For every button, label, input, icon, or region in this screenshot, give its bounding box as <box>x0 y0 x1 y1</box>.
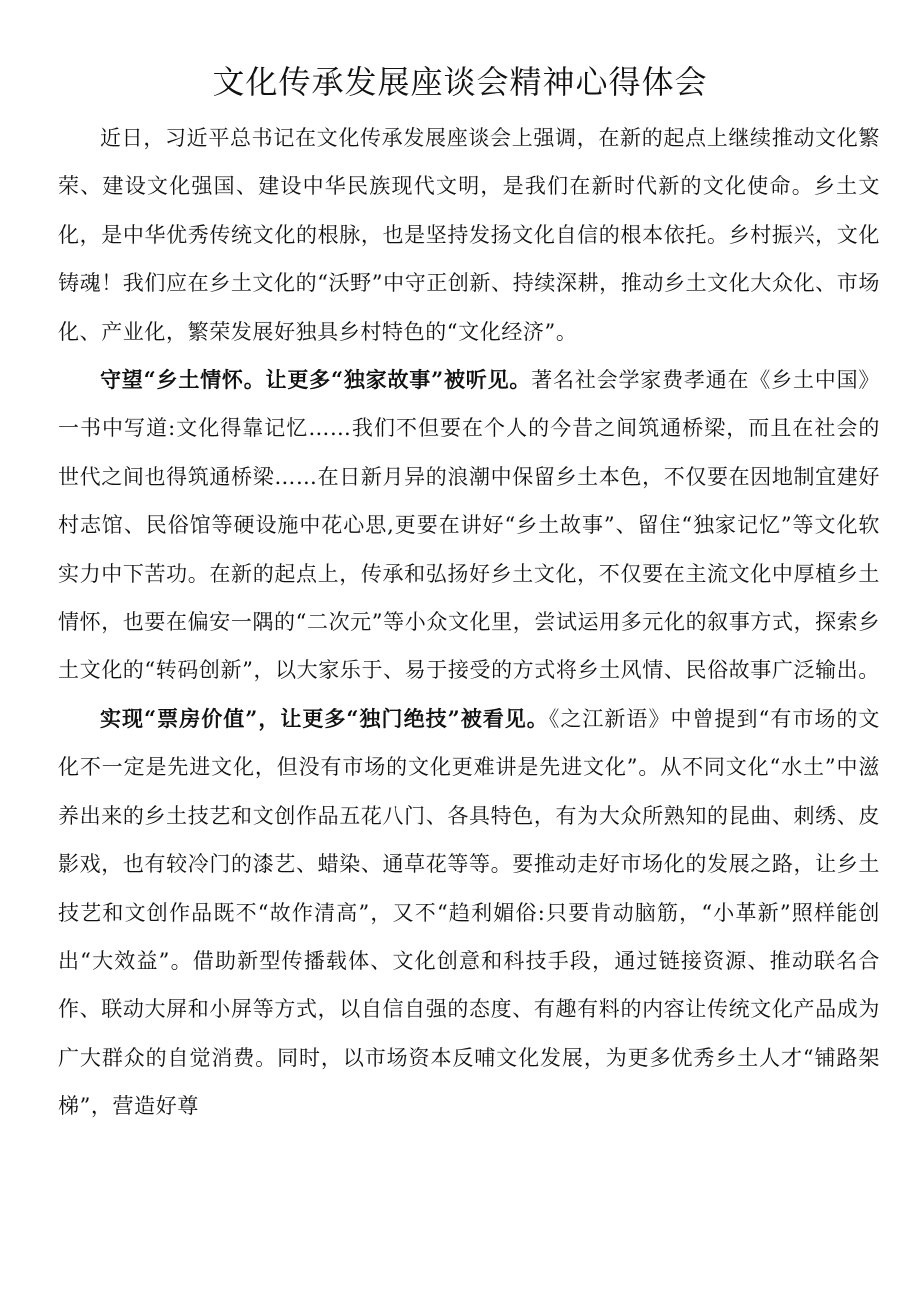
paragraph-text: 《之江新语》中曾提到“有市场的文化不一定是先进文化，但没有市场的文化更难讲是先进文化”。从不同文化“水土”中滋养出来的乡土技艺和文创作品五花八门、各具特色，有为大众所熟知的昆曲、刺绣、皮影戏，也有较冷门的漆艺、蜡染、通草花等等。要推动走好市场化的发展之路，让乡土技艺和文创作品既不“故作清高”，又不“趋利媚俗:只要肯动脑筋，“小革新”照样能创出“大效益”。借助新型传播载体、文化创意和科技手段，通过链接资源、推动联名合作、联动大屏和小屏等方式，以自信自强的态度、有趣有料的内容让传统文化产品成为广大群众的自觉消费。同时，以市场资本反哺文化发展，为更多优秀乡土人才“铺路架梯”，营造好尊 <box>58 706 881 1119</box>
paragraph-lead-heading: 实现“票房价值”，让更多“独门绝技”被看见。 <box>100 705 549 731</box>
document-body <box>58 114 880 1131</box>
paragraph <box>58 356 880 695</box>
paragraph <box>58 114 880 356</box>
paragraph <box>58 695 880 1131</box>
paragraph-lead-heading: 守望“乡土情怀。让更多“独家故事”被听见。 <box>100 367 532 393</box>
paragraph-text: 著名社会学家费孝通在《乡土中国》一书中写道:文化得靠记忆……我们不但要在个人的今昔之间筑通桥梁，而且在社会的世代之间也得筑通桥梁……在日新月异的浪潮中保留乡土本色，不仅要在因地制宜建好村志馆、民俗馆等硬设施中花心思,更要在讲好“乡土故事”、留住“独家记忆”等文化软实力中下苦功。在新的起点上，传承和弘扬好乡土文化，不仅要在主流文化中厚植乡土情怀，也要在偏安一隅的“二次元”等小众文化里，尝试运用多元化的叙事方式，探索乡土文化的“转码创新”，以大家乐于、易于接受的方式将乡土风情、民俗故事广泛输出。 <box>58 368 880 683</box>
paragraph-text: 近日，习近平总书记在文化传承发展座谈会上强调，在新的起点上继续推动文化繁荣、建设文化强国、建设中华民族现代文明，是我们在新时代新的文化使命。乡土文化，是中华优秀传统文化的根脉，也是坚持发扬文化自信的根本依托。乡村振兴，文化铸魂！我们应在乡土文化的“沃野”中守正创新、持续深耕，推动乡土文化大众化、市场化、产业化，繁荣发展好独具乡村特色的“文化经济”。 <box>58 126 880 344</box>
document-title: 文化传承发展座谈会精神心得体会 <box>212 63 708 101</box>
